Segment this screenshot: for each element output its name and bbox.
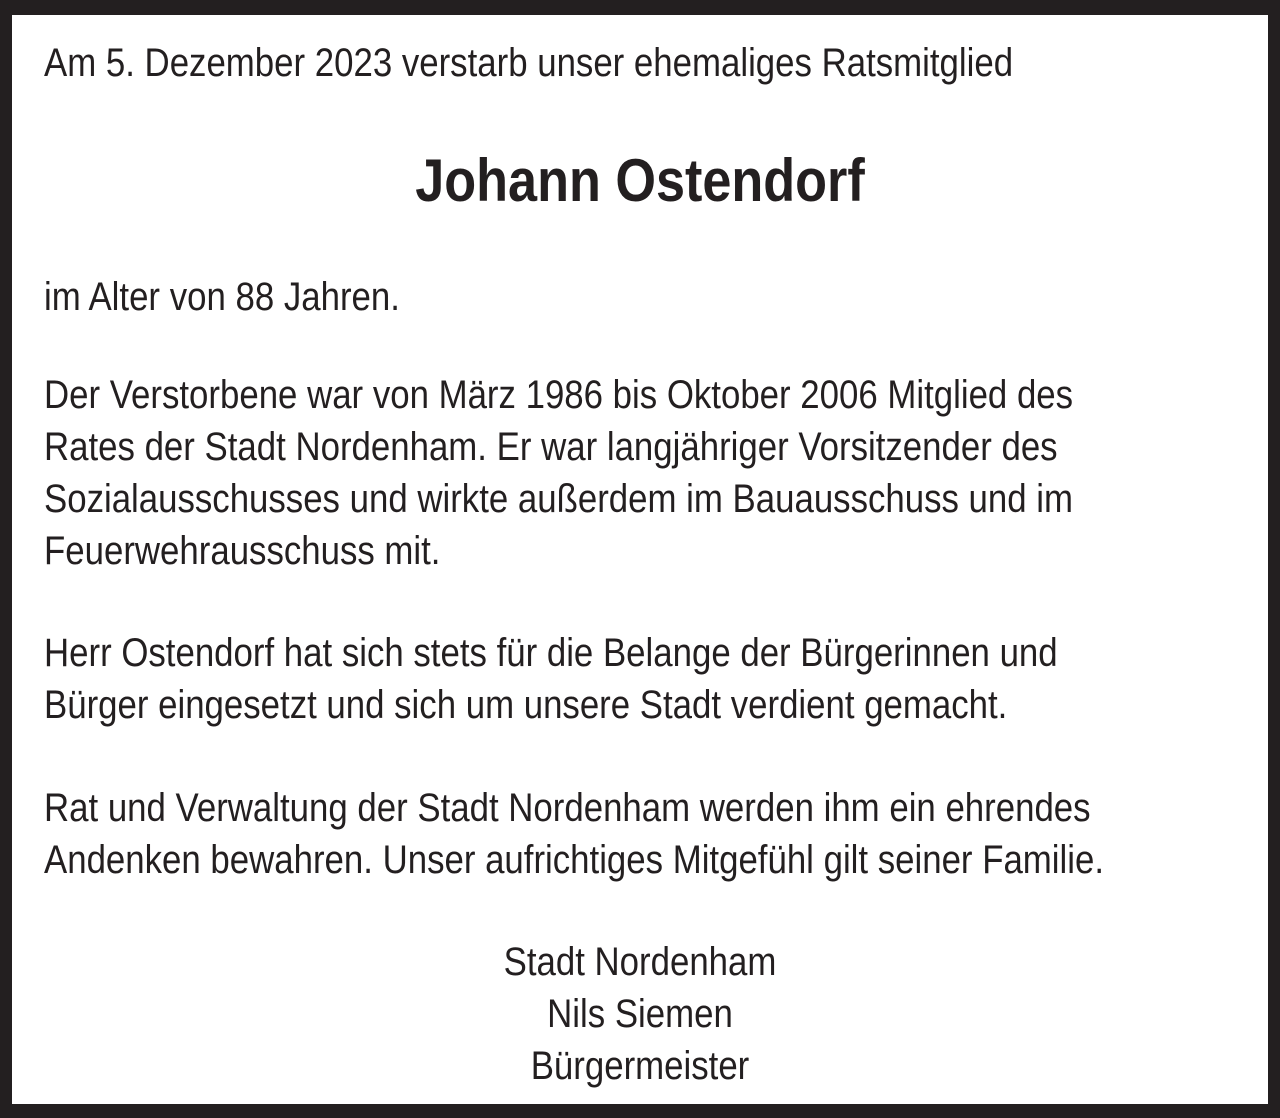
paragraph-1-line-3: Sozialausschusses und wirkte außerdem im Bauausschuss und im <box>44 477 1074 521</box>
deceased-name: Johann Ostendorf <box>415 147 865 214</box>
signature-person: Nils Siemen <box>547 992 733 1036</box>
intro-text: Am 5. Dezember 2023 verstarb unser ehemaliges Ratsmitglied <box>44 41 1014 85</box>
paragraph-3-line-2: Andenken bewahren. Unser aufrichtiges Mitgefühl gilt seiner Familie. <box>44 838 1105 882</box>
paragraph-1-line-2: Rates der Stadt Nordenham. Er war langjähriger Vorsitzender des <box>44 425 1058 469</box>
paragraph-1-line-4: Feuerwehrausschuss mit. <box>44 529 441 573</box>
paragraph-1-line-1: Der Verstorbene war von März 1986 bis Oktober 2006 Mitglied des <box>44 373 1074 417</box>
age-text: im Alter von 88 Jahren. <box>44 275 400 319</box>
paragraph-2-line-2: Bürger eingesetzt und sich um unsere Stadt verdient gemacht. <box>44 683 1008 727</box>
signature-role: Bürgermeister <box>530 1044 750 1088</box>
paragraph-2-line-1: Herr Ostendorf hat sich stets für die Belange der Bürgerinnen und <box>44 631 1058 675</box>
signature-organization: Stadt Nordenham <box>503 940 777 984</box>
paragraph-3-line-1: Rat und Verwaltung der Stadt Nordenham werden ihm ein ehrendes <box>44 786 1091 830</box>
